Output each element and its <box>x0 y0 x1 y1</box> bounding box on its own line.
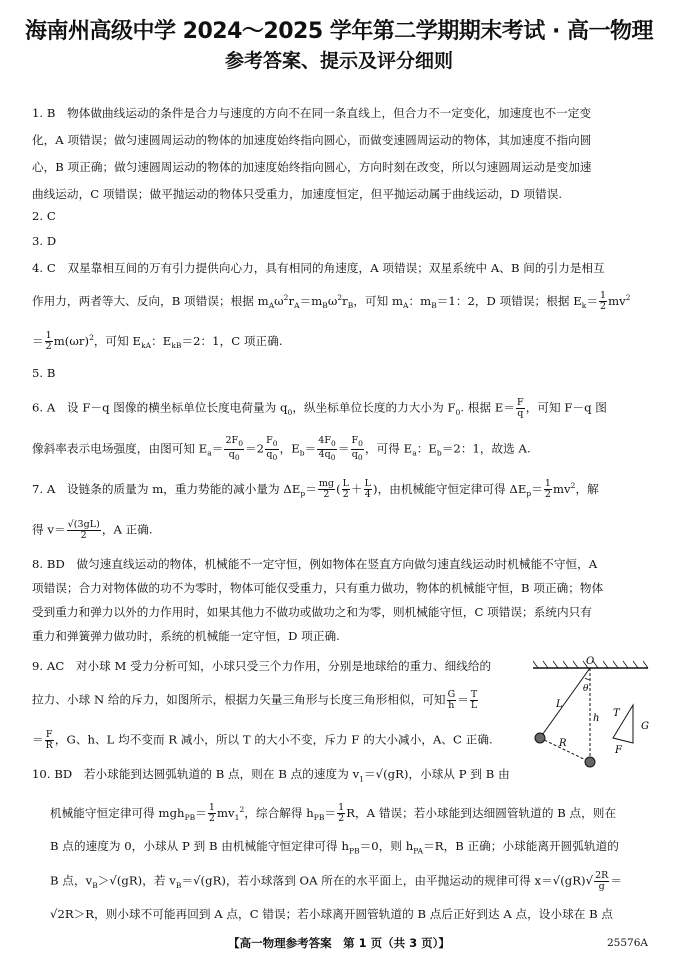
q1-line-4: 曲线运动，C 项错误；做平抛运动的物体只受重力，加速度恒定，但平抛运动属于曲线运动，D 项错误. <box>32 187 563 201</box>
q4-line-2: 作用力，两者等大、反向，B 项错误；根据 $m_A\omega^2r_A=m_B\omega^2r_B$，可知 $m_A$：$m_B=1$：2，D 项错误；根据 $E_k=$ $\frac{1}{2}$ $mv^2$ <box>32 290 631 313</box>
q8-line-3: 受到重力和弹力以外的力作用时，如果其他力不做功或做功之和为零，则机械能守恒，C 项错误；系统内只有 <box>32 605 592 619</box>
q8-line-2: 项错误；合力对物体做的功不为零时，物体可能仅受重力，只有重力做功，物体的机械能守恒，B 项正确；物体 <box>32 581 604 595</box>
document-code: 25576A <box>607 937 648 949</box>
diagram-label-o: O <box>586 656 595 667</box>
diagram-label-r: R <box>559 738 567 749</box>
q8-line-4: 重力和弹簧弹力做功时，系统的机械能一定守恒，D 项正确. <box>32 629 340 643</box>
q10-line-1: 10. BD 若小球能到达圆弧轨道的 B 点，则在 B 点的速度为 $v_1=√(gR)$，小球从 P 到 B 由 <box>32 767 510 784</box>
q1-line-3: 心，B 项正确；做匀速圆周运动的物体的加速度始终指向圆心，方向时刻在改变，所以匀速圆周运动是变加速 <box>32 160 592 174</box>
q8-line-1: 8. BD 做匀速直线运动的物体，机械能不一定守恒，例如物体在竖直方向做匀速直线运动时机械能不守恒，A <box>32 557 598 571</box>
diagram-label-g: G <box>641 721 649 732</box>
diagram-label-theta: θ <box>583 684 589 694</box>
q1-line-2: 化，A 项错误；做匀速圆周运动的物体的加速度始终指向圆心，而做变速圆周运动的物体，其加速度不指向圆 <box>32 133 592 147</box>
diagram-label-t: T <box>613 708 620 719</box>
q10-line-2: 机械能守恒定律可得 mgh$_{PB}$＝ $\frac{1}{2}$ $mv_1^2$，综合解得 $h_{PB}=$ $\frac{1}{2}$ R，A 错误；若小球能到达细圆管轨道的 B 点，则在 <box>50 802 617 825</box>
q1-line-1: 1. B 物体做曲线运动的条件是合力与速度的方向不在同一条直线上，但合力不一定变化，加速度也不一定变 <box>32 106 592 120</box>
q6-line-2: 像斜率表示电场强度，由图可知 $E_a=$ $\frac{2F_0}{q_0}$ ＝2 $\frac{F_0}{q_0}$ ，$E_b=$ $\frac{4F_0}{4q_0}$ ＝ $\frac{F_0}{q_0}$ ，可得 $E_a$：$E_b=2$：1，故选 A. <box>32 435 531 462</box>
q4-line-1: 4. C 双星靠相互间的万有引力提供向心力，具有相同的角速度，A 项错误；双星系统中 A、B 间的引力是相互 <box>32 261 605 275</box>
diagram-label-l: L <box>556 699 563 710</box>
page-title: 海南州高级中学 2024～2025 学年第二学期期末考试 · 高一物理 <box>25 19 653 44</box>
q4-line-3: ＝ $\frac{1}{2}$ $m(\omega r)^2$，可知 $E_{kA}$：$E_{kB}=2$：1，C 项正确. <box>32 330 283 353</box>
q2-answer: 2. C <box>32 209 56 223</box>
q7-line-1: 7. A 设链条的质量为 m，重力势能的减小量为 $\Delta E_p=$ $\frac{mg}{2}$ ( $\frac{L}{2}$ ＋ $\frac{L}{4}$ )，由机械能守恒定律可得 $\Delta E_p=$ $\frac{1}{2}$ $mv^2$，解 <box>32 478 599 501</box>
page-footer: 【高一物理参考答案 第 1 页（共 3 页）】 <box>228 936 450 950</box>
diagram-label-f: F <box>615 745 622 756</box>
q9-line-3: ＝ $\frac{F}{R}$ ，G、h、L 均不变而 R 减小，所以 T 的大小不变，斥力 F 的大小减小，A、C 正确. <box>32 729 493 751</box>
q10-line-5: √2R＞R，则小球不可能再回到 A 点，C 错误；若小球离开圆管轨道的 B 点后正好到达 A 点，设小球在 B 点 <box>50 907 614 921</box>
diagram-label-h: h <box>593 713 600 724</box>
q5-answer: 5. B <box>32 366 56 380</box>
page-subtitle: 参考答案、提示及评分细则 <box>224 50 453 72</box>
q7-line-2: 得 v＝ $\frac{√(3gL)}{2}$ ，A 正确. <box>32 519 153 541</box>
q10-line-4: B 点，$v_B>√(gR)$，若 $v_B=√(gR)$，若小球落到 OA 所在的水平面上，由平抛运动的规律可得 x＝√(gR)√ $\frac{2R}{g}$ ＝ <box>50 870 623 892</box>
q9-force-diagram <box>533 655 663 775</box>
q10-line-3: B 点的速度为 0，小球从 P 到 B 由机械能守恒定律可得 $h_{PB}=0$，则 $h_{PA}=R$，B 正确；小球能离开圆弧轨道的 <box>50 839 619 856</box>
q9-line-2: 拉力、小球 N 给的斥力，如图所示，根据力矢量三角形与长度三角形相似，可知 $\frac{G}{h}$ ＝ $\frac{T}{L}$ <box>32 689 478 711</box>
q6-line-1: 6. A 设 F－q 图像的横坐标单位长度电荷量为 $q_0$，纵坐标单位长度的力大小为 $F_0$. 根据 E＝ $\frac{F}{q}$ ，可知 F－q 图 <box>32 397 607 419</box>
q9-line-1: 9. AC 对小球 M 受力分析可知，小球只受三个力作用，分别是地球给的重力、细线给的 <box>32 659 492 673</box>
q3-answer: 3. D <box>32 234 57 248</box>
